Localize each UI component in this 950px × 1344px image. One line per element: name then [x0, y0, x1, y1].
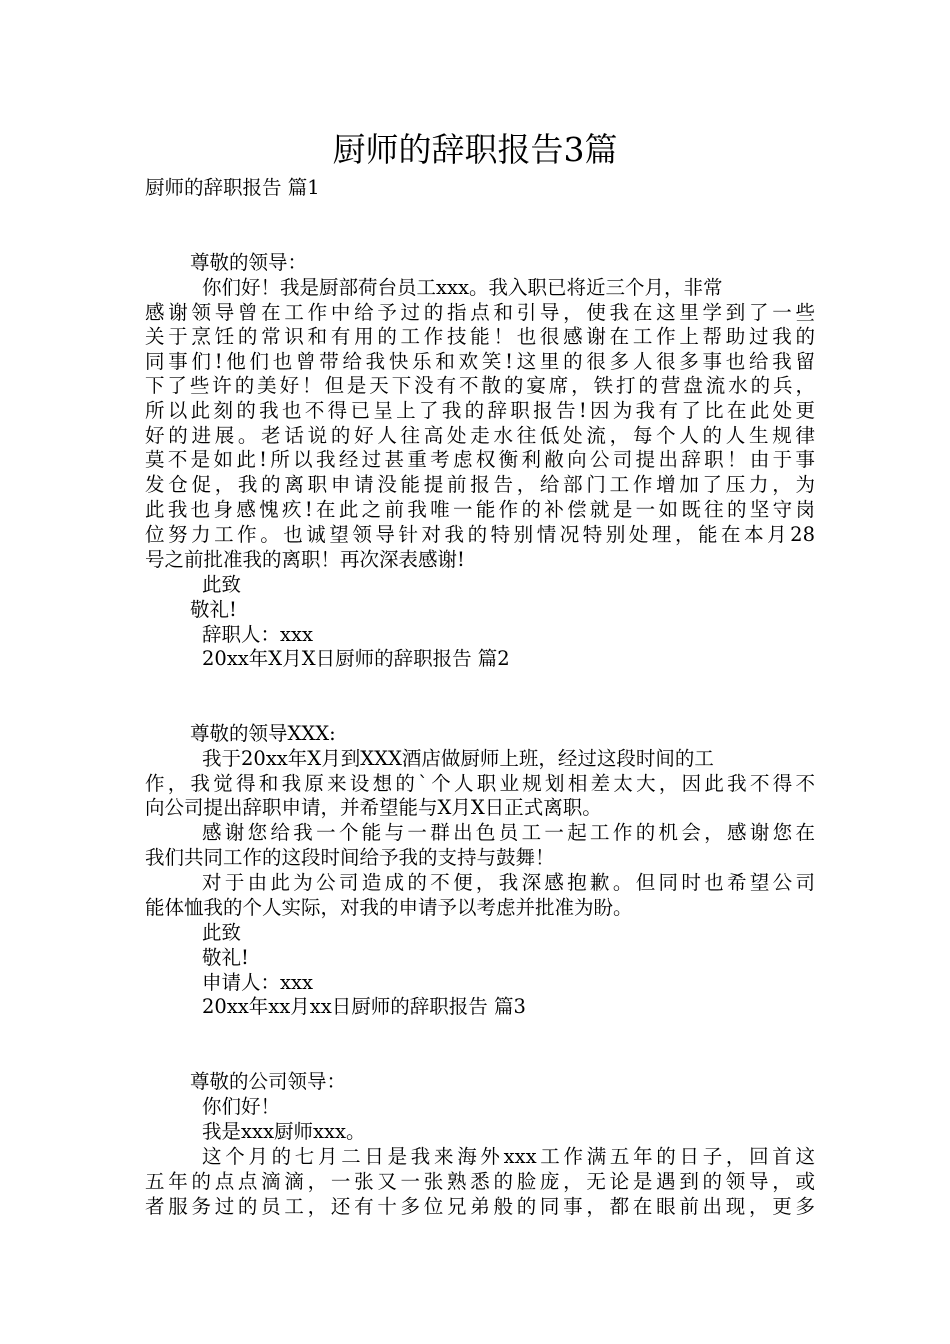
section1-date-and-section2-heading: 20xx年X月X日厨师的辞职报告 篇2 [202, 647, 510, 670]
section1-signer: 辞职人：xxx [202, 623, 313, 646]
section2-signer: 申请人：xxx [202, 971, 313, 994]
section2-closing-2: 敬礼! [202, 946, 249, 969]
section1-body-line: 莫不是如此!所以我经过甚重考虑权衡利敝向公司提出辞职！由于事 [145, 448, 815, 471]
section3-salutation: 尊敬的公司领导： [190, 1070, 347, 1093]
section1-body-line: 此我也身感愧疚!在此之前我唯一能作的补偿就是一如既往的坚守岗 [145, 498, 815, 521]
section1-body-line: 号之前批准我的离职！再次深表感谢! [145, 548, 465, 571]
section2-closing-1: 此致 [202, 921, 242, 944]
section2-para1-line: 我于20xx年X月到XXX酒店做厨师上班，经过这段时间的工 [202, 747, 714, 770]
section1-body-line: 发仓促，我的离职申请没能提前报告，给部门工作增加了压力，为 [145, 473, 815, 496]
section3-intro: 我是xxx厨师xxx。 [202, 1120, 366, 1143]
section2-para3-line: 能体恤我的个人实际，对我的申请予以考虑并批准为盼。 [145, 896, 633, 919]
section1-body-line: 同事们!他们也曾带给我快乐和欢笑!这里的很多人很多事也给我留 [145, 350, 815, 373]
section3-para-line: 五年的点点滴滴，一张又一张熟悉的脸庞，无论是遇到的领导，或 [145, 1170, 815, 1193]
section2-para2-line: 感谢您给我一个能与一群出色员工一起工作的机会，感谢您在 [202, 821, 815, 844]
section1-body-line: 关于烹饪的常识和有用的工作技能！也很感谢在工作上帮助过我的 [145, 325, 815, 348]
section3-greeting: 你们好！ [202, 1095, 281, 1118]
section1-body-line: 好的进展。老话说的好人往高处走水往低处流，每个人的人生规律 [145, 424, 815, 447]
section1-heading: 厨师的辞职报告 篇1 [145, 176, 320, 199]
section1-body-line: 所以此刻的我也不得已呈上了我的辞职报告!因为我有了比在此处更 [145, 399, 815, 422]
section2-para3-line: 对于由此为公司造成的不便，我深感抱歉。但同时也希望公司 [202, 871, 815, 894]
section2-salutation: 尊敬的领导XXX: [190, 722, 336, 745]
section1-salutation: 尊敬的领导： [190, 251, 308, 274]
section2-date-and-section3-heading: 20xx年xx月xx日厨师的辞职报告 篇3 [202, 995, 526, 1018]
section1-body-line: 位努力工作。也诚望领导针对我的特别情况特别处理，能在本月28 [145, 523, 815, 546]
section2-para1-line: 作，我觉得和我原来设想的`个人职业规划相差太大，因此我不得不 [145, 772, 815, 795]
section1-closing-2: 敬礼! [190, 598, 237, 621]
section3-para-line: 者服务过的员工，还有十多位兄弟般的同事，都在眼前出现，更多 [145, 1195, 815, 1218]
section1-body-line: 下了些许的美好！但是天下没有不散的宴席，铁打的营盘流水的兵， [145, 374, 815, 397]
section1-body-line: 你们好！我是厨部荷台员工xxx。我入职已将近三个月，非常 [202, 276, 723, 299]
section1-closing-1: 此致 [202, 573, 242, 596]
section2-para2-line: 我们共同工作的这段时间给予我的支持与鼓舞！ [145, 846, 555, 869]
section3-para-line: 这个月的七月二日是我来海外xxx工作满五年的日子，回首这 [202, 1145, 815, 1168]
section2-para1-line: 向公司提出辞职申请，并希望能与X月X日正式离职。 [145, 796, 602, 819]
section1-body-line: 感谢领导曾在工作中给予过的指点和引导，使我在这里学到了一些 [145, 301, 815, 324]
document-title: 厨师的辞职报告3篇 [332, 130, 618, 169]
